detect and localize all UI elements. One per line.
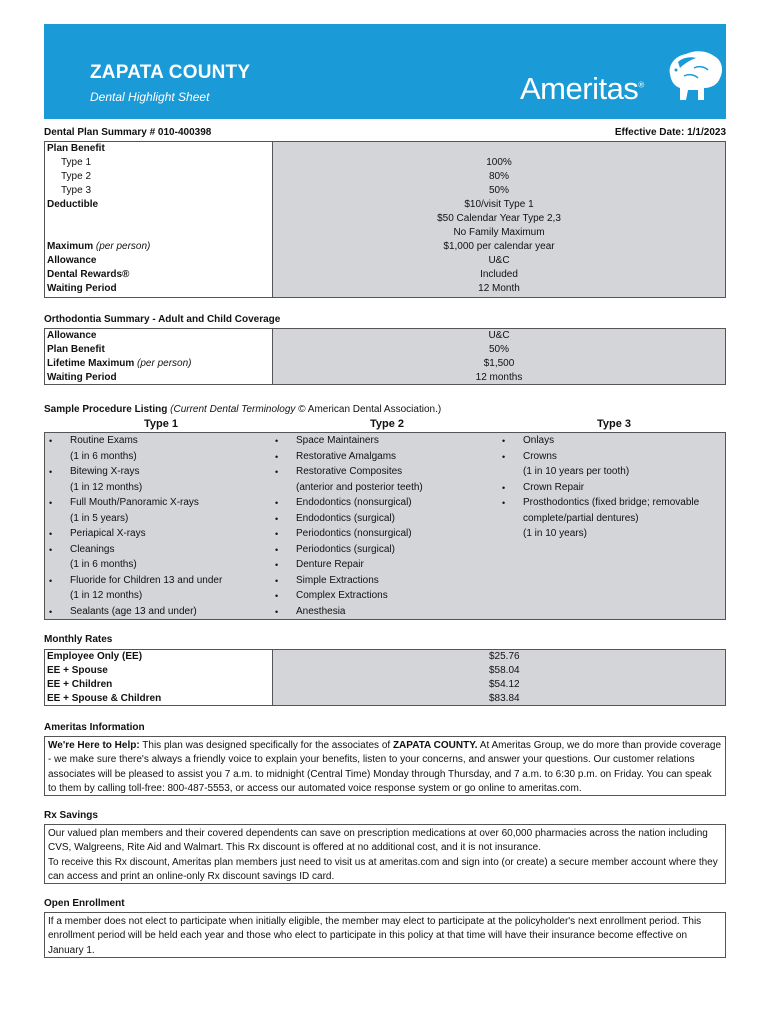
bullet-icon: • <box>275 467 279 477</box>
bullet-icon: • <box>49 436 53 446</box>
bullet-icon: • <box>49 498 53 508</box>
rate-label-ee: Employee Only (EE) <box>47 651 143 662</box>
procedure-item: Complex Extractions <box>296 590 388 601</box>
procedures-box <box>44 432 726 620</box>
rate-label-ee-children: EE + Children <box>47 679 113 690</box>
bullet-icon: • <box>275 451 279 462</box>
ameritas-logo-text <box>520 71 644 107</box>
sheet-subtitle: Dental Highlight Sheet <box>90 90 210 104</box>
label-maximum <box>47 241 150 252</box>
info-title: Ameritas Information <box>44 722 145 733</box>
rate-label-ee-spouse: EE + Spouse <box>47 665 108 676</box>
value-type3: 50% <box>488 185 509 196</box>
bullet-icon: • <box>49 606 53 617</box>
header-banner <box>44 24 726 119</box>
procedure-item: Denture Repair <box>296 559 364 570</box>
type2-header: Type 2 <box>370 418 405 430</box>
procedure-item: Endodontics (nonsurgical) <box>296 497 412 508</box>
bullet-icon: • <box>275 606 279 617</box>
ortho-label-lifetime-max <box>47 358 192 369</box>
bullet-icon: • <box>502 436 506 446</box>
procedure-item: (1 in 10 years per tooth) <box>523 466 630 477</box>
procedure-item: Space Maintainers <box>296 435 379 446</box>
procedure-item: Restorative Composites <box>296 466 403 477</box>
value-allowance: U&C <box>488 255 510 266</box>
value-maximum: $1,000 per calendar year <box>443 241 555 252</box>
rates-title: Monthly Rates <box>44 634 113 645</box>
ortho-value-waiting-period: 12 months <box>475 372 523 383</box>
ortho-value-allowance: U&C <box>488 330 510 341</box>
info-text-2: At Ameritas Group, we do more than provide coverage - we make sure there's always a friendly voice to explain your benefits, listen to your concerns, and answer your questions. Our customer relations associates will be pleased to assist you 7 a.m. to midnight (Central Time) Monday through Thursday, and 7 a.m. to 6:30 p.m. on Friday. You can speak to them by calling toll-free: 800-487-5553, or access our automated voice response system or go online to ameritas.com. <box>48 740 722 795</box>
label-plan-benefit: Plan Benefit <box>47 143 105 154</box>
procedure-item: Cleanings <box>70 543 115 555</box>
procedure-item: Bitewing X-rays <box>70 466 140 477</box>
label-allowance: Allowance <box>47 255 97 266</box>
rate-value-ee-family: $83.84 <box>489 693 520 704</box>
plan-summary-table <box>44 141 726 298</box>
procedures-title <box>44 404 441 415</box>
bullet-icon: • <box>275 513 279 524</box>
bullet-icon: • <box>275 560 279 570</box>
procedure-item: Crown Repair <box>523 481 585 493</box>
rate-value-ee-children: $54.12 <box>489 679 520 690</box>
value-deductible-3: No Family Maximum <box>453 227 545 238</box>
bullet-icon: • <box>275 591 279 601</box>
bullet-icon: • <box>502 498 506 508</box>
bison-logo-icon <box>664 44 726 104</box>
value-deductible-2: $50 Calendar Year Type 2,3 <box>437 213 561 224</box>
procedure-item: (1 in 6 months) <box>70 450 137 462</box>
procedure-item: (anterior and posterior teeth) <box>296 481 423 493</box>
procedures-title-copy: © American Dental Association.) <box>298 404 442 415</box>
bullet-icon: • <box>502 451 506 462</box>
value-waiting-period: 12 Month <box>478 283 520 294</box>
procedure-item: Onlays <box>523 435 555 446</box>
rx-paragraph-1: Our valued plan members and their covered dependents can save on prescription medications at over 60,000 pharmacies across the nation including CVS, Walgreens, Rite Aid and Walmart. This Rx discount is offered at no additional cost, and it is not insurance. <box>48 828 708 854</box>
value-dental-rewards: Included <box>480 269 518 280</box>
procedure-item: Fluoride for Children 13 and under <box>70 574 223 586</box>
bullet-icon: • <box>49 529 53 539</box>
rate-label-ee-family: EE + Spouse & Children <box>47 693 162 704</box>
value-type1: 100% <box>486 157 512 168</box>
label-maximum-text: Maximum <box>47 241 94 252</box>
value-type2: 80% <box>488 171 509 182</box>
info-county: ZAPATA COUNTY. <box>392 740 478 751</box>
procedure-item: (1 in 6 months) <box>70 559 137 570</box>
rate-value-ee: $25.76 <box>489 651 520 662</box>
procedure-item: Crowns <box>523 450 557 462</box>
procedure-item: (1 in 10 years) <box>523 528 587 539</box>
bullet-icon: • <box>49 544 53 555</box>
label-maximum-note: (per person) <box>95 241 151 252</box>
procedure-item: (1 in 12 months) <box>70 590 143 601</box>
procedure-item: Routine Exams <box>70 435 138 446</box>
rx-box <box>44 824 726 884</box>
procedure-item: complete/partial dentures) <box>523 512 639 524</box>
label-type2: Type 2 <box>61 171 92 182</box>
enroll-text: If a member does not elect to participate when initially eligible, the member may elect to participate at the policyholder's next enrollment period. This enrollment period will be held each year and those who elect to participate in this policy at that time will have their insurance become effective on January 1. <box>48 916 702 956</box>
procedure-item: Periapical X-rays <box>70 528 146 539</box>
bullet-icon: • <box>275 529 279 539</box>
procedure-item: (1 in 5 years) <box>70 512 129 524</box>
rx-title: Rx Savings <box>44 810 98 821</box>
procedures-title-text: Sample Procedure Listing <box>44 404 168 415</box>
bullet-icon: • <box>49 575 53 586</box>
procedure-item: (1 in 12 months) <box>70 481 143 493</box>
procedures-header <box>44 418 726 432</box>
registered-mark: ® <box>638 80 644 90</box>
label-deductible: Deductible <box>47 199 99 210</box>
effective-date: Effective Date: 1/1/2023 <box>614 127 726 138</box>
ortho-label-plan-benefit: Plan Benefit <box>47 344 105 355</box>
procedure-item: Simple Extractions <box>296 574 379 586</box>
procedures-title-note: (Current Dental Terminology <box>170 404 296 415</box>
procedure-item: Periodontics (nonsurgical) <box>296 528 412 539</box>
procedure-item: Full Mouth/Panoramic X-rays <box>70 497 199 508</box>
enroll-box <box>44 912 726 958</box>
county-title: ZAPATA COUNTY <box>90 62 251 83</box>
procedure-item: Periodontics (surgical) <box>296 543 395 555</box>
info-box <box>44 736 726 796</box>
info-lead: We're Here to Help: <box>48 740 140 751</box>
ortho-lifetime-note: (per person) <box>137 358 192 369</box>
enroll-title: Open Enrollment <box>44 898 125 909</box>
procedure-item: Anesthesia <box>296 605 346 617</box>
ortho-label-allowance: Allowance <box>47 330 97 341</box>
type3-header: Type 3 <box>597 418 632 430</box>
bullet-icon: • <box>49 467 53 477</box>
procedure-item: Sealants (age 13 and under) <box>70 605 197 617</box>
ortho-value-lifetime-max: $1,500 <box>483 358 515 369</box>
brand-name: Ameritas <box>520 71 639 106</box>
ortho-table <box>44 328 726 385</box>
rx-paragraph-2: To receive this Rx discount, Ameritas plan members just need to visit us at ameritas.com and sign into (or create) a secure member account where they can access and print an online-only Rx discount savings ID card. <box>48 856 718 883</box>
bullet-icon: • <box>275 436 279 446</box>
bullet-icon: • <box>275 544 279 555</box>
plan-summary-title: Dental Plan Summary # 010-400398 <box>44 127 212 138</box>
procedure-item: Restorative Amalgams <box>296 450 397 462</box>
label-waiting-period: Waiting Period <box>47 283 117 294</box>
ortho-title: Orthodontia Summary - Adult and Child Coverage <box>44 314 281 325</box>
type1-header: Type 1 <box>144 418 179 430</box>
rate-value-ee-spouse: $58.04 <box>489 665 520 676</box>
bullet-icon: • <box>275 575 279 586</box>
bullet-icon: • <box>275 498 279 508</box>
ortho-label-waiting-period: Waiting Period <box>47 372 117 383</box>
ortho-lifetime-text: Lifetime Maximum <box>47 358 135 369</box>
info-text-1: This plan was designed specifically for the associates of <box>139 740 393 751</box>
procedure-item: Prosthodontics (fixed bridge; removable <box>523 497 700 508</box>
ortho-value-plan-benefit: 50% <box>488 344 509 355</box>
label-dental-rewards: Dental Rewards® <box>47 269 130 280</box>
label-type3: Type 3 <box>61 185 92 196</box>
rates-table <box>44 649 726 706</box>
value-deductible-1: $10/visit Type 1 <box>464 199 534 210</box>
procedure-item: Endodontics (surgical) <box>296 512 395 524</box>
bullet-icon: • <box>502 482 506 493</box>
label-type1: Type 1 <box>61 157 92 168</box>
